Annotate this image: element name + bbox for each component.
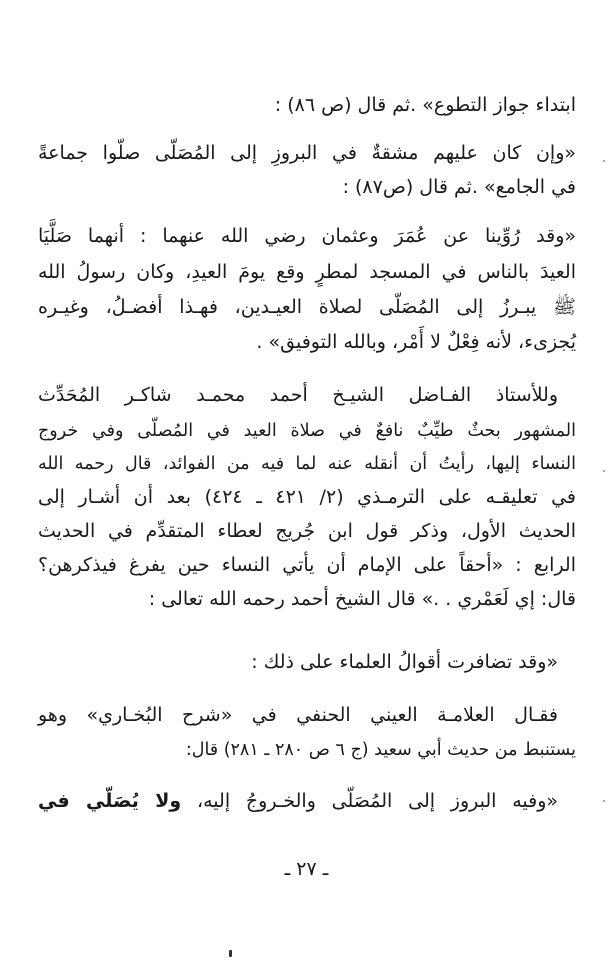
text-line-6: ﷺ يبـرزُ إلى المُصَلّى لصلاة العيـدين، فهـذا أفضـلُ، وغيـره — [38, 296, 576, 318]
text-line-10: النساء إليها، رأيتُ أن أنقله عنه لما فيه من الفوائد، قال رحمه الله — [38, 454, 576, 474]
text-line-2: «وإن كان عليهم مشقةٌ في البروزِ إلى المُصَلّى صلّوا جماعةً — [38, 142, 576, 164]
text-line-3: في الجامع» .ثم قال (ص٨٧) : — [342, 176, 576, 198]
text-line-16: فقـال العلامـة العيني الحنفي في «شرح البُخـاري» وهو — [38, 704, 558, 726]
text-line-8: وللأستاذ الفـاضل الشيـخ أحمد محمـد شاكـر المُحَدِّث — [38, 384, 558, 406]
text-line-13: الرابع : «أحقاً على الإمام أن يأتي النساء حين يفرغ فيذكرهن؟ — [38, 554, 576, 576]
text-line-15: «وقد تضافرت أقوالُ العلماء على ذلك : — [251, 651, 558, 673]
page-number: ـ ٢٧ ـ — [284, 858, 329, 880]
scan-mark — [229, 950, 232, 957]
text-line-5: العيدَ بالناس في المسجد لمطرٍ وقع يومَ العيدِ، وكان رسولُ الله — [38, 261, 576, 283]
margin-mark — [603, 470, 605, 472]
margin-mark — [603, 160, 605, 162]
text-line-18-bold: ولا يُصَلّي في — [38, 790, 182, 812]
text-line-12: الحديث الأول، وذكر قول ابن جُريج لعطاء المتقدِّم في الحديث — [38, 520, 576, 542]
text-line-4: «وقد رُوِّينا عن عُمَرَ وعثمان رضي الله عنهما : أنهما صَلَّيَا — [38, 225, 576, 247]
text-line-7: يُجزىء، لأنه فِعْلٌ لا أَمْر، وبالله التوفيق» . — [256, 331, 576, 353]
text-line-17: يستنبط من حديث أبي سعيد (ج ٦ ص ٢٨٠ ـ ٢٨١) قال: — [185, 740, 576, 760]
text-line-18 — [38, 786, 576, 820]
text-line-14: قال: إي لَعَمْري . .» قال الشيخ أحمد رحمه الله تعالى : — [148, 588, 576, 610]
margin-mark — [603, 800, 605, 802]
text-line-1: ابتداء جواز التطوع» .ثم قال (ص ٨٦) : — [274, 94, 576, 116]
text-line-11: في تعليقـه على الترمـذي (٢/ ٤٢١ ـ ٤٢٤) بعد أن أشـار إلى — [38, 486, 576, 508]
text-line-18-regular: «وفيه البروز إلى المُصَلّى والخـروجُ إليه، — [196, 790, 559, 812]
text-line-9: المشهور بحثٌ طيِّبٌ نافعٌ في صلاة العيد في المُصلّى وفي خروج — [38, 421, 576, 441]
